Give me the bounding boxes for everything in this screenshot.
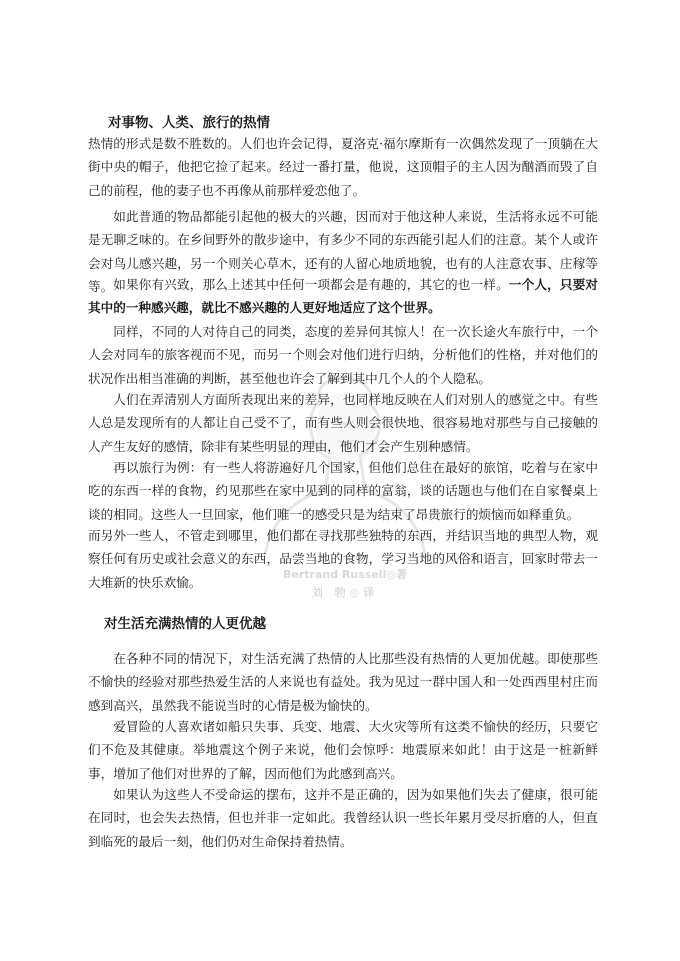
paragraph-text: 如果你有兴致，那么上述其中任何一项都会是有趣的，其它的也一样。 <box>113 277 509 292</box>
section-heading-superior: 对生活充满热情的人更优越 <box>104 616 266 632</box>
paragraph: 同样，不同的人对待自己的同类，态度的差异何其惊人！在一次长途火车旅行中，一个人会对同车的旅客视而不见，而另一个则会对他们进行归纳，分析他们的性格，并对他们的状况作出相当准确的判断，甚至他也许会了解到其中几个人的个人隐私。 <box>88 324 598 386</box>
paragraph: 爱冒险的人喜欢诸如船只失事、兵变、地震、大火灾等所有这类不愉快的经历，只要它们不危及其健康。举地震这个例子来说，他们会惊呼：地震原来如此！由于这是一桩新鲜事，增加了他们对世界的了解，因而他们为此感到高兴。 <box>88 719 598 781</box>
paragraph: 如此普通的物品都能引起他的极大的兴趣，因而对于他这种人来说，生活将永远不可能是无聊乏味的。在乡间野外的散步途中，有多少不同的东西能引起人们的注意。某个人或许会对鸟儿感兴趣，另一个则关心草木，还有的人留心地质地貌，也有的人注意农事、庄稼等等。 <box>88 209 598 295</box>
paragraph-with-emphasis <box>88 273 598 320</box>
emphasis-text: 一个人，只要对其中的一种感兴趣，就比不感兴趣的人更好地适应了这个世界。 <box>88 277 599 316</box>
paragraph: 人们在弄清别人方面所表现出来的差异，也同样地反映在人们对别人的感觉之中。有些人总是发现所有的人都让自己受不了，而有些人则会很快地、很容易地对那些与自己接触的人产生友好的感情，除非有某些明显的理由，他们才会产生别种感情。 <box>88 392 598 454</box>
paragraph: 如果认为这些人不受命运的摆布，这并不是正确的，因为如果他们失去了健康，很可能在同时，也会失去热情，但也并非一定如此。我曾经认识一些长年累月受尽折磨的人，但直到临死的最后一刻，他们仍对生命保持着热情。 <box>88 787 598 849</box>
paragraph: 热情的形式是数不胜数的。人们也许会记得，夏洛克·福尔摩斯有一次偶然发现了一顶躺在大街中央的帽子，他把它捡了起来。经过一番打量，他说，这顶帽子的主人因为酗酒而毁了自己的前程，他的妻子也不再像从前那样爱恋他了。 <box>88 136 598 198</box>
paragraph: 再以旅行为例：有一些人将游遍好几个国家，但他们总住在最好的旅馆，吃着与在家中吃的东西一样的食物，约见那些在家中见到的同样的富翁，谈的话题也与他们在自家餐桌上谈的相同。这些人一旦回家，他们唯一的感受只是为结束了昂贵旅行的烦恼而如释重负。 <box>88 460 598 522</box>
paragraph: 在各种不同的情况下，对生活充满了热情的人比那些没有热情的人更加优越。即使那些不愉快的经验对那些热爱生活的人来说也有益处。我为见过一群中国人和一处西西里村庄而感到高兴，虽然我不能说当时的心情是极为愉快的。 <box>88 651 598 713</box>
watermark-translator: 刘 勃◎译 <box>311 586 379 599</box>
paragraph: 而另外一些人，不管走到哪里，他们都在寻找那些独特的东西，并结识当地的典型人物，观察任何有历史或社会意义的东西，品尝当地的食物，学习当地的风俗和语言，回家时带去一大堆新的快乐欢愉。 <box>88 528 598 590</box>
watermark-latin-name: Bertrand Russell <box>283 568 387 581</box>
watermark-author-suffix: ◎著 <box>386 568 407 581</box>
section-heading-passion: 对事物、人类、旅行的热情 <box>108 115 270 131</box>
